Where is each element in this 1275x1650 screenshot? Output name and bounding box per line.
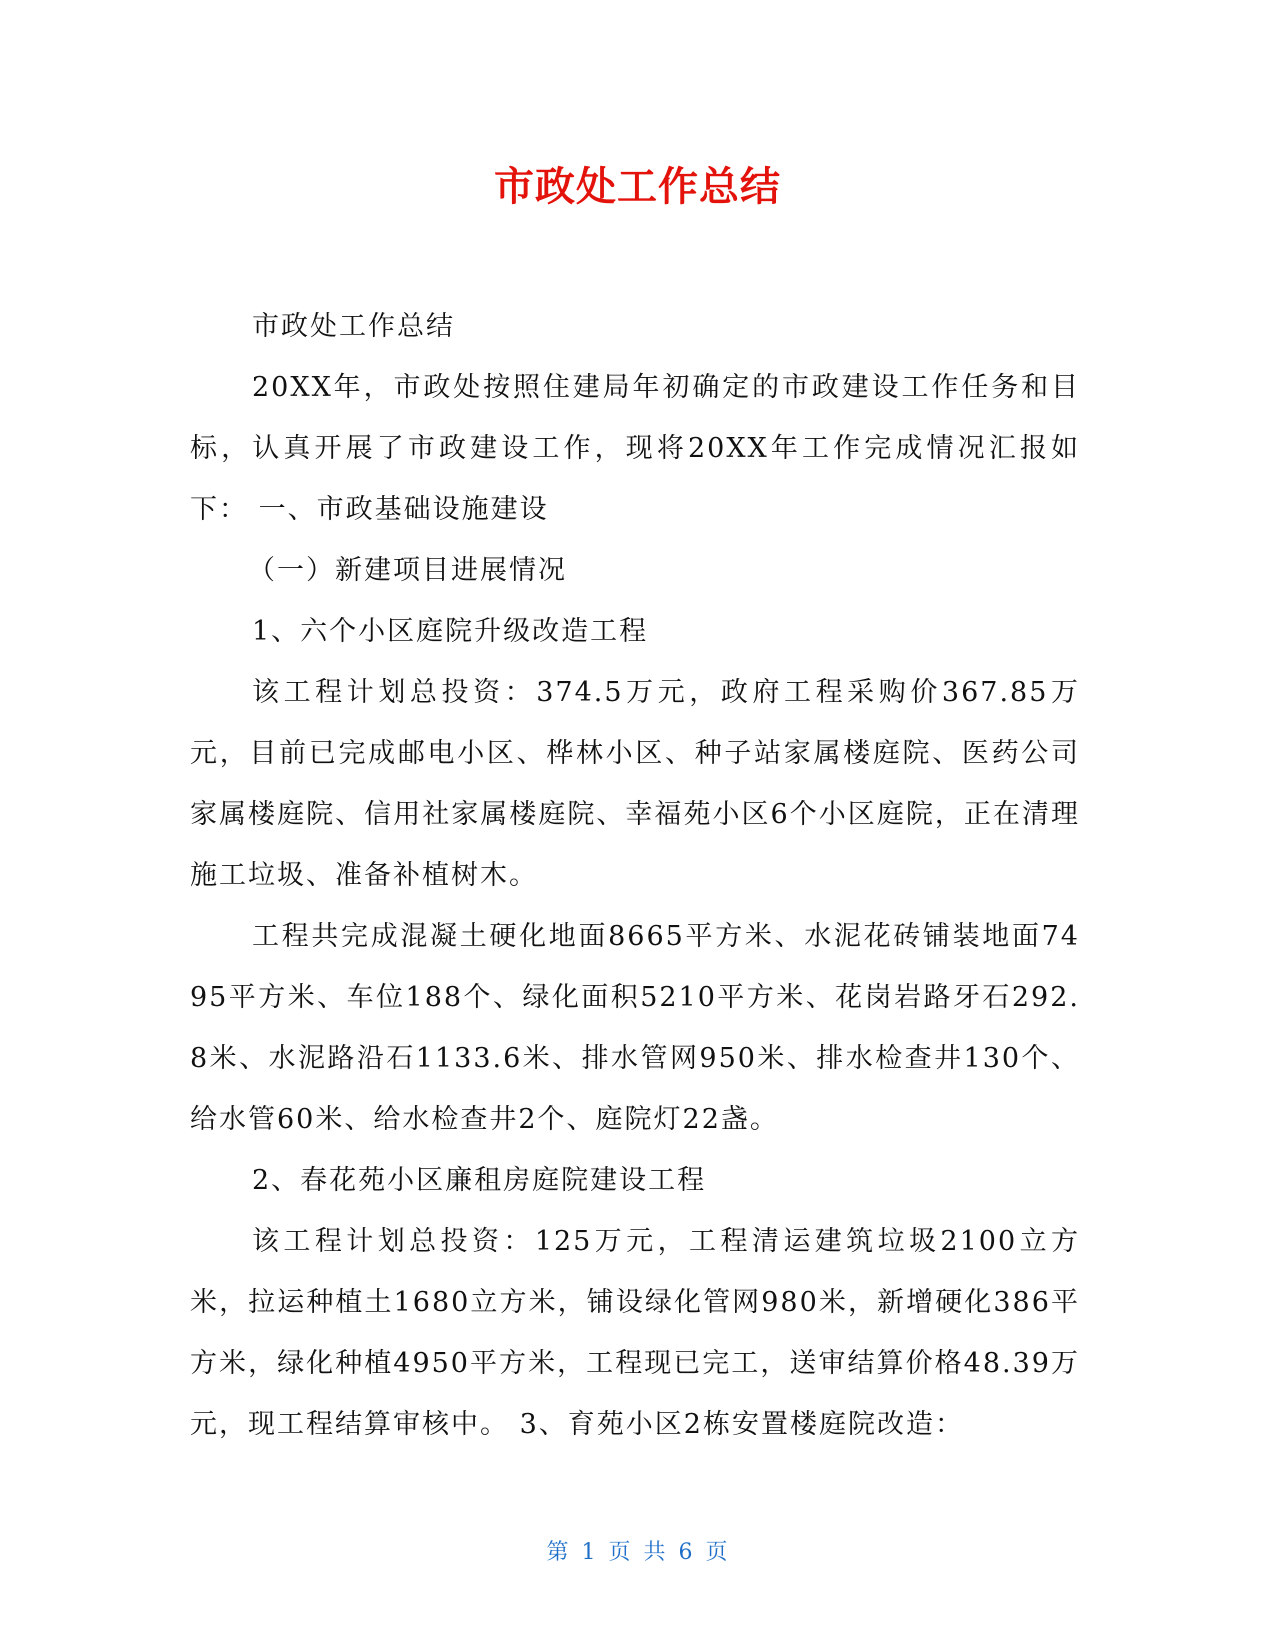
- paragraph-section-new-projects: （一）新建项目进展情况: [248, 555, 567, 586]
- page-prefix: 第: [546, 1540, 570, 1565]
- document-title: 市政处工作总结: [494, 164, 781, 210]
- paragraph-heading: 市政处工作总结: [252, 311, 455, 342]
- page-number-footer: [0, 1538, 1275, 1568]
- page-total-prefix: 共: [643, 1540, 667, 1565]
- page-total: 6: [678, 1540, 694, 1565]
- page-mid: 页: [608, 1540, 632, 1565]
- page-current: 1: [581, 1540, 597, 1565]
- paragraph-intro: 20XX年，市政处按照住建局年初确定的市政建设工作任务和目标，认真开展了市政建设工作，现将20XX年工作完成情况汇报如下： 一、市政基础设施建设: [190, 372, 1080, 525]
- document-body: [190, 296, 1080, 1455]
- paragraph-project-1-title: 1、六个小区庭院升级改造工程: [252, 616, 649, 647]
- paragraph-project-1-investment: 该工程计划总投资：374.5万元，政府工程采购价367.85万元，目前已完成邮电小区、桦林小区、种子站家属楼庭院、医药公司家属楼庭院、信用社家属楼庭院、幸福苑小区6个小区庭院，正在清理施工垃圾、准备补植树木。: [190, 677, 1080, 891]
- paragraph-project-2-title: 2、春花苑小区廉租房庭院建设工程: [252, 1165, 707, 1196]
- paragraph-project-1-quantities: 工程共完成混凝土硬化地面8665平方米、水泥花砖铺装地面7495平方米、车位188个、绿化面积5210平方米、花岗岩路牙石292.8米、水泥路沿石1133.6米、排水管网950米、排水检查井130个、给水管60米、给水检查井2个、庭院灯22盏。: [190, 921, 1080, 1135]
- paragraph-project-2-investment: 该工程计划总投资：125万元，工程清运建筑垃圾2100立方米，拉运种植土1680立方米，铺设绿化管网980米，新增硬化386平方米，绿化种植4950平方米，工程现已完工，送审结算价格48.39万元，现工程结算审核中。 3、育苑小区2栋安置楼庭院改造：: [190, 1226, 1080, 1440]
- page-suffix: 页: [705, 1540, 729, 1565]
